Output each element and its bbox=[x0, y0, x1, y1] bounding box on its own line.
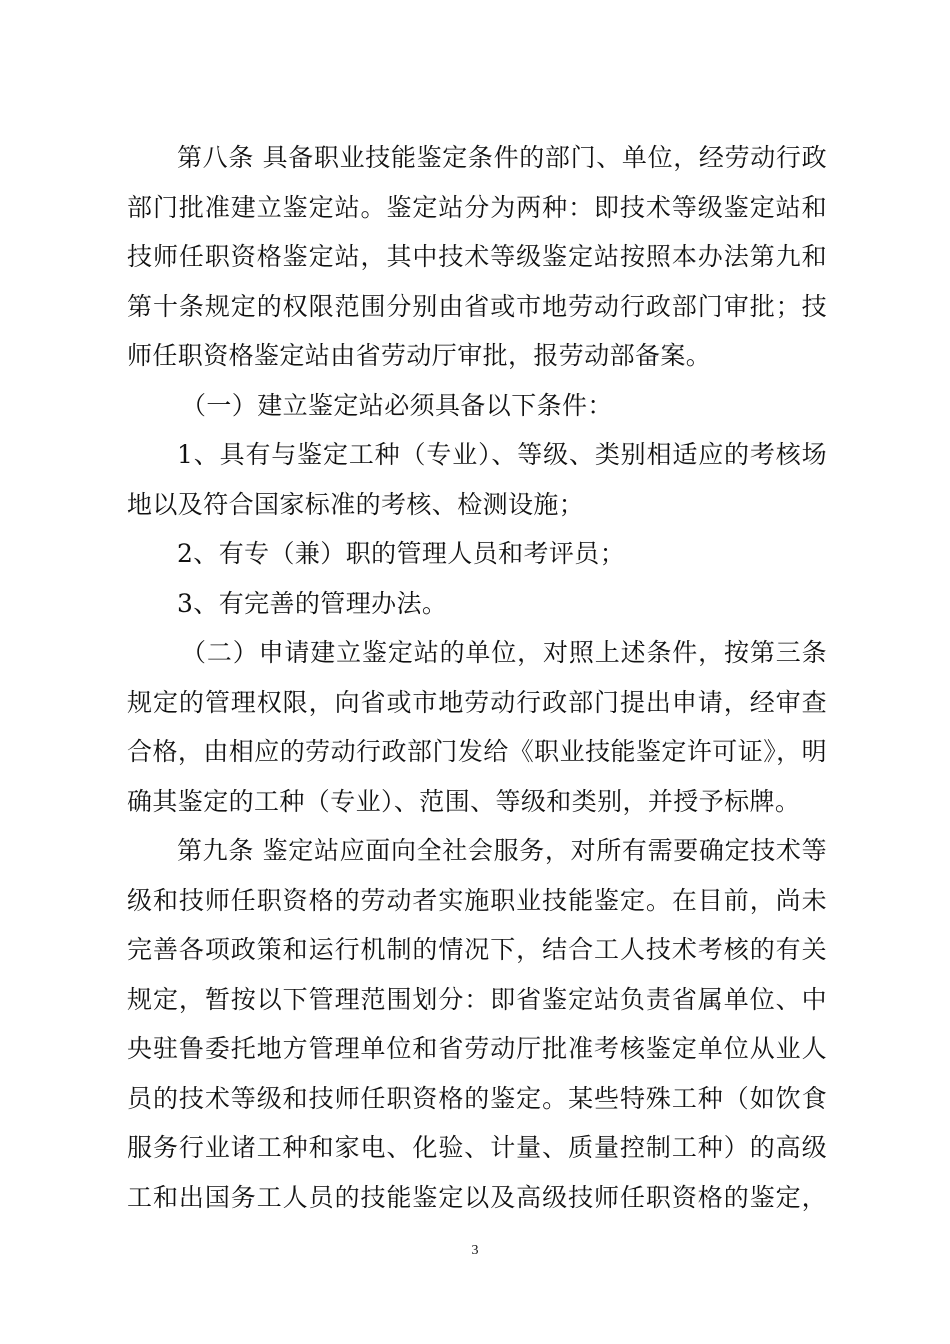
body-text bbox=[127, 133, 827, 1222]
paragraph-line: 合格，由相应的劳动行政部门发给《职业技能鉴定许可证》，明 bbox=[127, 737, 827, 766]
paragraph-line: 1、具有与鉴定工种（专业）、等级、类别相适应的考核场 bbox=[177, 440, 827, 469]
paragraph-line: 3、有完善的管理办法。 bbox=[177, 588, 448, 618]
paragraph-line: 服务行业诸工种和家电、化验、计量、质量控制工种）的高级 bbox=[127, 1133, 827, 1162]
paragraph-line: 师任职资格鉴定站由省劳动厅审批，报劳动部备案。 bbox=[127, 341, 712, 370]
page-number: 3 bbox=[471, 1243, 479, 1258]
paragraph-line: （二）申请建立鉴定站的单位，对照上述条件，按第三条 bbox=[181, 638, 827, 667]
paragraph-line: 员的技术等级和技师任职资格的鉴定。某些特殊工种（如饮食 bbox=[127, 1083, 827, 1113]
paragraph-line: 确其鉴定的工种（专业）、范围、等级和类别，并授予标牌。 bbox=[127, 786, 801, 816]
paragraph-line: 规定的管理权限，向省或市地劳动行政部门提出申请，经审查 bbox=[127, 687, 827, 717]
paragraph-line: 工和出国务工人员的技能鉴定以及高级技师任职资格的鉴定， bbox=[127, 1182, 827, 1212]
paragraph-line: （一）建立鉴定站必须具备以下条件： bbox=[181, 390, 613, 420]
paragraph-line: 级和技师任职资格的劳动者实施职业技能鉴定。在目前，尚未 bbox=[127, 885, 827, 915]
paragraph-line: 完善各项政策和运行机制的情况下，结合工人技术考核的有关 bbox=[127, 935, 827, 964]
paragraph-line: 部门批准建立鉴定站。鉴定站分为两种：即技术等级鉴定站和 bbox=[127, 192, 827, 222]
paragraph-line: 2、有专（兼）职的管理人员和考评员； bbox=[177, 539, 626, 568]
paragraph-line: 地以及符合国家标准的考核、检测设施； bbox=[127, 489, 585, 519]
paragraph-line: 第十条规定的权限范围分别由省或市地劳动行政部门审批；技 bbox=[127, 291, 827, 321]
paragraph-line: 第八条 具备职业技能鉴定条件的部门、单位，经劳动行政 bbox=[177, 143, 827, 172]
paragraph-line: 规定，暂按以下管理范围划分：即省鉴定站负责省属单位、中 bbox=[127, 984, 827, 1014]
paragraph-line: 技师任职资格鉴定站，其中技术等级鉴定站按照本办法第九和 bbox=[127, 242, 827, 271]
paragraph-line: 央驻鲁委托地方管理单位和省劳动厅批准考核鉴定单位从业人 bbox=[127, 1034, 827, 1063]
paragraph-line: 第九条 鉴定站应面向全社会服务，对所有需要确定技术等 bbox=[177, 836, 827, 865]
